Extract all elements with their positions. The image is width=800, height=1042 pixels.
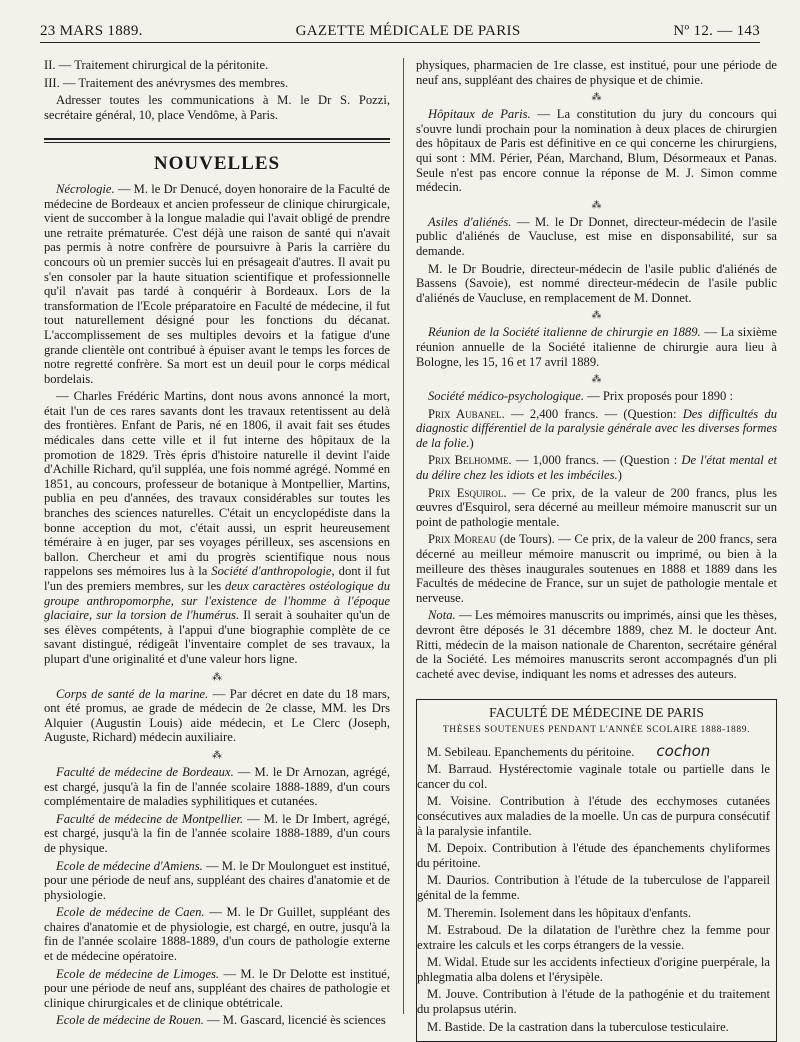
paragraph-body: , dont il fut l'un des premiers membres, sur les <box>44 564 390 593</box>
paragraph-lead: Société médico-psychologique. <box>428 389 584 404</box>
thesis-item: M. Daurios. Contribution à l'étude de la tuberculose de l'appareil génital de la femme. <box>417 873 770 902</box>
paragraph-body: — La constitution du jury du concours qui s'ouvre lundi prochain pour la nomination à deux places de chirurgien des hôpitaux de Paris est définitive en ce qui concerne les chirurgiens, qui sont : MM. Périer, Péan, Marchand, Blum, Désormeaux et Panas. Seule n'est pas encore connue la réponse de M. J. Simon comme médecin. <box>416 107 777 195</box>
paragraph-body: ) <box>469 435 474 450</box>
paragraph-lead: Faculté de médecine de Bordeaux. <box>56 764 234 779</box>
paragraph-italic: Des difficultés du diagnostic différentiel de la paralysie générale avec les diverses formes de la folie. <box>416 406 777 450</box>
prize-name: Prix Aubanel. <box>428 406 505 421</box>
thesis-item <box>417 741 776 760</box>
paragraph-necrologie <box>44 182 390 386</box>
page-header <box>40 18 760 40</box>
header-journal-title: GAZETTE MÉDICALE DE PARIS <box>295 23 521 39</box>
paragraph-body: (de Tours). — Ce prix, de la valeur de 200 francs, sera décerné au meilleur mémoire manuscrit ou imprimé, ou bien à la meilleure des thèses inaugurales soutenues en 1888 et 1889 dans les Facultés de médecine de France, sur un sujet de pathologie mentale et nerveuse. <box>416 532 777 605</box>
paragraph-lead: Réunion de la Société italienne de chirurgie en 1889. <box>428 325 701 340</box>
paragraph-body: — M. Gascard, licencié ès sciences <box>203 1013 386 1028</box>
paragraph-nota <box>416 608 777 681</box>
paragraph-bordeaux <box>44 765 390 809</box>
intro-line: III. — Traitement des anévrysmes des membres. <box>44 75 289 90</box>
paragraph-body: — La sixième réunion annuelle de la Société italienne de chirurgie aura lieu à Bologne, les 15, 16 et 17 avril 1889. <box>416 325 777 369</box>
asterism-separator: ⁂ <box>212 671 222 683</box>
paragraph-italic: Société d'anthropologie <box>211 564 332 579</box>
paragraph-caen <box>44 905 390 963</box>
faculty-subtitle: THÈSES SOUTENUES PENDANT L'ANNÉE SCOLAIRE 1888-1889. <box>442 724 751 735</box>
prize-name: Prix Moreau <box>428 532 497 547</box>
thesis-item: M. Barraud. Hystérectomie vaginale totale ou partielle dans le cancer du col. <box>417 762 770 791</box>
column-divider <box>403 58 404 1014</box>
paragraph-martins <box>44 389 390 666</box>
asterism-separator: ⁂ <box>591 199 602 211</box>
thesis-item: M. Jouve. Contribution à l'étude de la pathogénie et du traitement du prolapsus utérin. <box>417 987 770 1017</box>
prize-name: Prix Esquirol. <box>428 485 507 500</box>
thesis-item: M. Depoix. Contribution à l'étude des épanchements chyliformes du péritoine. <box>417 841 770 870</box>
paragraph-lead: Asiles d'aliénés. <box>428 214 512 229</box>
paragraph-body: — Les mémoires manuscrits ou imprimés, ainsi que les thèses, devront être déposés le 31 décembre 1889, chez M. le docteur Ant. Ritti, médecin de la maison nationale de Charenton, secrétaire général de la Société. Les mémoires manuscrits seront accompagnés d'un pli cacheté avec devise, indiquant les noms et adresses des auteurs. <box>416 608 777 681</box>
paragraph-montpellier <box>44 812 390 856</box>
paragraph-lead: Ecole de médecine de Caen. <box>56 905 205 920</box>
paragraph-lead: Faculté de médecine de Montpellier. <box>56 811 244 826</box>
paragraph-body: — M. le Dr Arnozan, agrégé, est chargé, jusqu'à la fin de l'année scolaire 1888-1889, d'un cours complémentaire de maladies syphilitiques et cutanées. <box>44 764 390 809</box>
faculty-title: FACULTÉ DE MÉDECINE DE PARIS <box>489 705 704 721</box>
handwritten-annotation: cochon <box>656 741 711 760</box>
paragraph-lead: Ecole de médecine de Rouen. <box>56 1013 204 1028</box>
paragraph-body: — 1,000 francs. — (Question : <box>511 453 682 468</box>
paragraph-societe <box>416 389 777 404</box>
prize-aubanel <box>416 407 777 451</box>
paragraph-italic: De l'état mental et du délire chez les idiots et les imbéciles. <box>416 453 777 483</box>
paragraph-body: — 2,400 francs. — (Question: <box>504 406 683 421</box>
paragraph-reunion <box>416 325 777 369</box>
paragraph-body: — Ce prix, de la valeur de 200 francs, plus les œuvres d'Esquirol, sera décerné au meilleur mémoire manuscrit sur un point de pathologie mentale. <box>416 485 777 529</box>
paragraph-rouen <box>44 1013 390 1028</box>
thesis-item: M. Widal. Etude sur les accidents infectieux d'origine puerpérale, la phlegmatia alba dolens et l'érysipèle. <box>417 955 770 984</box>
paragraph-body: — M. le Dr Guillet, suppléant des chaires d'anatomie et de physiologie, est chargé, en outre, jusqu'à la fin de l'année scolaire 1888-1889, d'un cours de pathologie externe et de médecine opératoire. <box>44 905 390 964</box>
asterism-separator: ⁂ <box>591 374 602 386</box>
thesis-item: M. Voisine. Contribution à l'étude des ecchymoses cutanées consécutives aux maladies de la moelle. Un cas de purpura consécutif à la paralysie infantile. <box>417 794 770 838</box>
left-column <box>44 58 390 1031</box>
header-date: 23 MARS 1889. <box>40 23 143 39</box>
paragraph-body: — Par décret en date du 18 mars, ont été promus, ae grade de médecin de 2e classe, MM. les Drs Alquier (Augustin Louis) aide médecin, et Le Clerc (Joseph, Auguste, Richard) médecin auxiliaire. <box>44 686 390 745</box>
paragraph-body: — M. le Dr Donnet, directeur-médecin de l'asile public d'aliénés de Vaucluse, est mise en disponsabilité, sur sa demande. <box>416 214 777 258</box>
intro-line: II. — Traitement chirurgical de la péritonite. <box>44 58 269 72</box>
paragraph-amiens <box>44 859 390 903</box>
paragraph-hopitaux <box>416 107 777 195</box>
paragraph-asiles <box>416 215 777 259</box>
prize-name: Prix Belhomme. <box>428 453 512 468</box>
right-column <box>416 58 777 1042</box>
asterism-separator: ⁂ <box>591 310 602 322</box>
asterism-separator: ⁂ <box>591 92 602 104</box>
paragraph-body: . Il serait à souhaiter qu'un de ses élèves compétents, à l'appui d'une biographie complète de ce savant distingué, rédigeât l'inventaire complet de ses travaux, la plupart d'une originalité et d'une valeur hors ligne. <box>44 608 390 666</box>
paragraph-lead: Corps de santé de la marine. <box>56 686 209 701</box>
paragraph-limoges <box>44 967 390 1011</box>
prize-moreau <box>416 532 777 605</box>
section-rule <box>44 138 390 143</box>
faculty-theses-box <box>416 699 777 1042</box>
header-rule <box>40 42 760 43</box>
thesis-item: M. Bastide. De la castration dans la tuberculose testiculaire. <box>427 1019 729 1034</box>
paragraph-lead: Nécrologie. <box>56 181 115 196</box>
asterism-separator: ⁂ <box>212 749 222 761</box>
thesis-item: M. Theremin. Isolement dans les hôpitaux d'enfants. <box>427 905 692 920</box>
paragraph-lead: Nota. <box>428 608 456 623</box>
paragraph-boudrie: M. le Dr Boudrie, directeur-médecin de l'asile public d'aliénés de Bassens (Savoie), est nommé directeur-médecin de l'asile public d'aliénés de Vaucluse, en remplacement de M. Donnet. <box>416 261 777 305</box>
paragraph-body: — M. le Dr Denucé, doyen honoraire de la Faculté de médecine de Bordeaux et ancien professeur de clinique chirurgicale, vient de succomber à la longue maladie qui l'avait obligé de prendre une retraite prématurée. C'est déjà une raison de santé qui n'avait pas permis à notre confrère de poursuivre à Paris la carrière du concours où un premier succès lui en présageait d'autres. Il avait pu s'en consoler par la haute situation scientifique et professionnelle qu'il n'avait pas tardé à conquérir à Bordeaux. Lors de la transformation de l'Ecole préparatoire en Faculté de médecine, il fut tout naturellement désigné pour les fonctions du décanat. L'accomplissement de ses multiples devoirs et la fatigue d'une grande clientèle ont contribué à épuiser avant le temps les forces de notre regretté confrère. Sa mort est un deuil pour le corps médical bordelais. <box>44 181 390 386</box>
thesis-text: M. Sebileau. Epanchements du péritoine. <box>427 744 635 759</box>
intro-address: Adresser toutes les communications à M. le Dr S. Pozzi, secrétaire général, 10, place Vendôme, à Paris. <box>44 93 390 122</box>
header-issue-page: Nº 12. — 143 <box>673 23 760 39</box>
prize-belhomme <box>416 453 777 482</box>
paragraph-lead: Ecole de médecine de Limoges. <box>56 966 220 981</box>
paragraph-body: ) <box>617 468 622 483</box>
section-title-nouvelles: NOUVELLES <box>153 153 281 175</box>
thesis-item: M. Estraboud. De la dilatation de l'urèthre chez la femme pour extraire les calculs et les corps étrangers de la vessie. <box>417 923 770 952</box>
paragraph-lead: Hôpitaux de Paris. <box>428 107 531 122</box>
paragraph-marine <box>44 687 390 745</box>
paragraph-body: — Prix proposés pour 1890 : <box>583 389 733 404</box>
paragraph-italic: deux caractères ostéologique du groupe anthropomorphe, sur l'existence de l'homme à l'époque glaciaire, sur la torsion de l'humérus <box>44 579 391 623</box>
paragraph-body: — Charles Frédéric Martins, dont nous avons annoncé la mort, était l'un de ces rares savants dont les travaux retentissent au delà des frontières. Enfant de Paris, né en 1806, il avait fait ses études médicales dans cette ville et il fut interne des hôpitaux de la promotion de 1829. Très épris d'histoire naturelle il devint l'aide d'Achille Richard, qu'il suppléa, une fois nommé agrégé. Nommé en 1851, au concours, professeur de botanique à Montpellier, Martins, publia en peu d'années, des travaux considérables sur toutes les branches des sciences naturelles. C'était un encyclopédiste dans la bonne acception du mot, c'était aussi, un esprit heureusement téméraire à en juger, par ses voyages périlleux, ses ascensions en ballon. Chercheur et ami du progrès scientifique nous nous rappelons ses mémoires lus à la <box>44 389 390 579</box>
paragraph-body: — M. le Dr Imbert, agrégé, est chargé, jusqu'à la fin de l'année scolaire 1888-1889, d'un cours de physique. <box>44 811 390 855</box>
paragraph-body: — M. le Dr Moulonguet est institué, pour une période de neuf ans, suppléant des chaires d'anatomie et de physiologie. <box>44 858 390 902</box>
paragraph-body: — M. le Dr Delotte est institué, pour une période de neuf ans, suppléant des chaires de pathologie et clinique chirurgicales et de clinique obtétricale. <box>44 966 390 1010</box>
paragraph-continuation: physiques, pharmacien de 1re classe, est institué, pour une période de neuf ans, suppléant des chaires de physique et de chimie. <box>416 58 777 87</box>
paragraph-lead: Ecole de médecine d'Amiens. <box>56 858 203 873</box>
prize-esquirol <box>416 486 777 530</box>
